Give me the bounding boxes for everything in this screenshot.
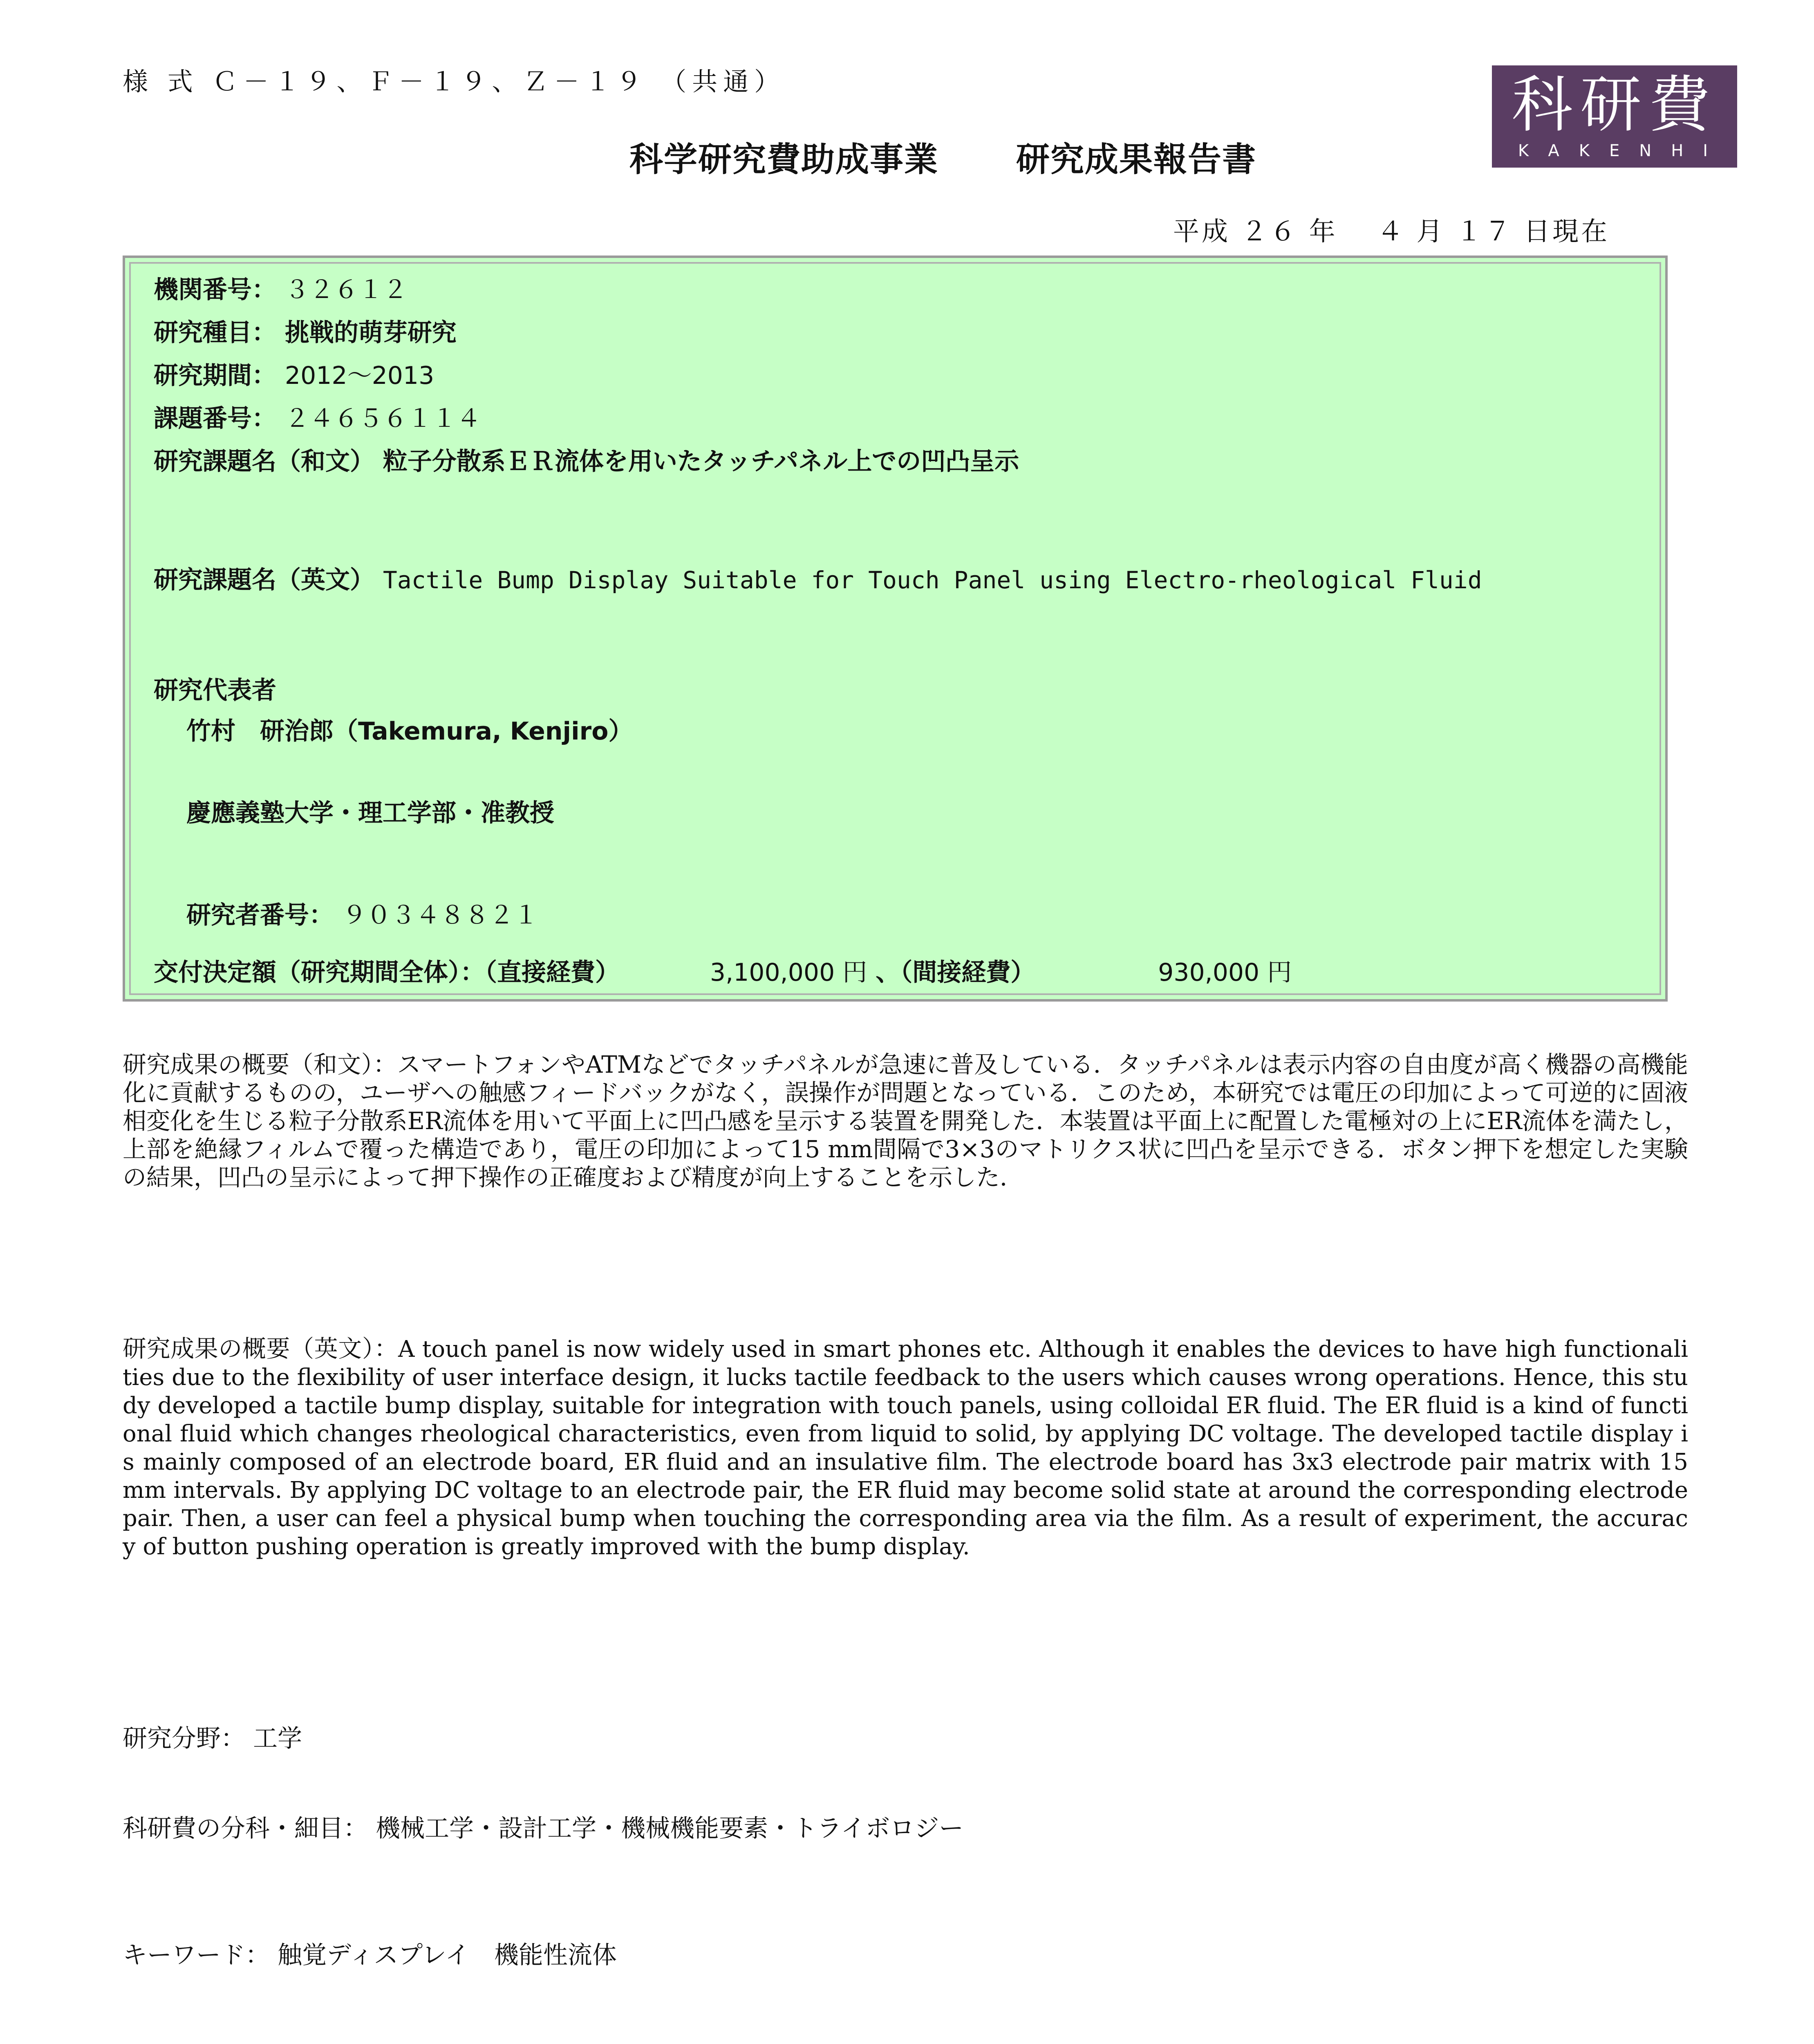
rep-name: 竹村 研治郎（Takemura, Kenjiro） — [186, 717, 633, 746]
keywords-label: キーワード： — [123, 1941, 270, 1970]
grant-direct: 3,100,000 円 — [710, 958, 867, 987]
keywords-row — [123, 1936, 617, 1971]
institution-value: ３２６１２ — [284, 276, 408, 304]
rep-affiliation: 慶應義塾大学・理工学部・准教授 — [186, 799, 554, 827]
form-id: 様 式 Ｃ－１９、Ｆ－１９、Ｚ－１９ （共通） — [123, 67, 786, 96]
report-date: 平成 ２６ 年 ４ 月 １７ 日現在 — [1173, 217, 1610, 247]
grant-label: 交付決定額（研究期間全体）：（直接経費） — [154, 958, 620, 987]
grant-sep: 、（間接経費） — [876, 958, 1035, 987]
period-value: 2012～2013 — [284, 361, 434, 390]
grant-indirect: 930,000 円 — [1158, 958, 1292, 987]
subject-value: 機械工学・設計工学・機械機能要素・トライボロジー — [376, 1814, 964, 1843]
title-en-label: 研究課題名（英文） — [154, 566, 374, 594]
title-en-value: Tactile Bump Display Suitable for Touch Panel using Electro-rheological Fluid — [383, 566, 1482, 594]
logo-sub-text: KAKENHI — [1518, 141, 1728, 160]
summary-jp — [123, 1051, 1688, 1192]
category-label: 研究種目： — [154, 318, 276, 347]
summary-en-label: 研究成果の概要（英文）： — [123, 1335, 399, 1363]
researcher-no-value: ９０３４８８２１ — [342, 901, 538, 930]
info-box — [123, 256, 1668, 1002]
institution-label: 機関番号： — [154, 276, 276, 304]
title-jp-row — [154, 442, 1019, 477]
subject-label: 科研費の分科・細目： — [123, 1814, 368, 1843]
summary-jp-text: スマートフォンやATMなどでタッチパネルが急速に普及している．タッチパネルは表示内容の自由度が高く機器の高機能化に貢献するものの，ユーザへの触感フィードバックがなく，誤操作が問題となっている．このため，本研究では電圧の印加によって可逆的に固液相変化を生じる粒子分散系ER流体を用いて平面上に凹凸感を呈示する装置を開発した．本装置は平面上に配置した電極対の上にER流体を満たし，上部を絶縁フィルムで覆った構造であり，電圧の印加によって15 mm間隔で3×3のマトリクス状に凹凸を呈示できる．ボタン押下を想定した実験の結果，凹凸の呈示によって押下操作の正確度および精度が向上することを示した． — [123, 1051, 1689, 1191]
project-no-value: ２４６５６１１４ — [284, 404, 481, 433]
kakenhi-logo — [1492, 65, 1737, 168]
summary-jp-label: 研究成果の概要（和文）： — [123, 1051, 397, 1078]
field-label: 研究分野： — [123, 1724, 245, 1753]
category-value: 挑戦的萌芽研究 — [284, 318, 457, 347]
summary-en — [123, 1335, 1688, 1561]
field-row — [123, 1719, 302, 1754]
summary-en-text: A touch panel is now widely used in smart phones etc. Although it enables the devices to have high functionalities due to the flexibility of user interface design, it lucks tactile feedback to the users which causes wrong operations. Hence, this study developed a tactile bump display, suitable for integration with touch panels, using colloidal ER fluid. The ER fluid is a kind of functional fluid which changes rheological characteristics, even from liquid to solid, by applying DC voltage. The developed tactile display is mainly composed of an electrode board, ER fluid and an insulative film. The electrode board has 3x3 electrode pair matrix with 15 mm intervals. By applying DC voltage to an electrode pair, the ER fluid may become solid state at around the corresponding electrode pair. Then, a user can feel a physical bump when touching the corresponding area via the film. As a result of experiment, the accuracy of button pushing operation is greatly improved with the bump display. — [123, 1336, 1688, 1560]
category-row — [154, 313, 457, 348]
subject-row — [123, 1809, 963, 1844]
document-title — [629, 133, 1256, 181]
title-en-row — [154, 560, 1482, 596]
title-left: 科学研究費助成事業 — [629, 140, 939, 179]
rep-label: 研究代表者 — [154, 676, 276, 705]
project-no-label: 課題番号： — [154, 404, 276, 433]
institution-row — [154, 270, 408, 305]
period-label: 研究期間： — [154, 361, 276, 390]
period-row — [154, 356, 434, 391]
researcher-no-label: 研究者番号： — [186, 901, 334, 930]
title-jp-value: 粒子分散系ＥＲ流体を用いたタッチパネル上での凹凸呈示 — [383, 447, 1019, 476]
logo-main-text: 科研費 — [1511, 69, 1718, 141]
keywords-value: 触覚ディスプレイ 機能性流体 — [278, 1941, 617, 1970]
project-no-row — [154, 399, 481, 434]
researcher-no-row — [186, 896, 538, 931]
field-value: 工学 — [253, 1724, 302, 1753]
title-jp-label: 研究課題名（和文） — [154, 447, 374, 476]
title-right: 研究成果報告書 — [1016, 140, 1257, 179]
grant-row — [154, 953, 1292, 988]
